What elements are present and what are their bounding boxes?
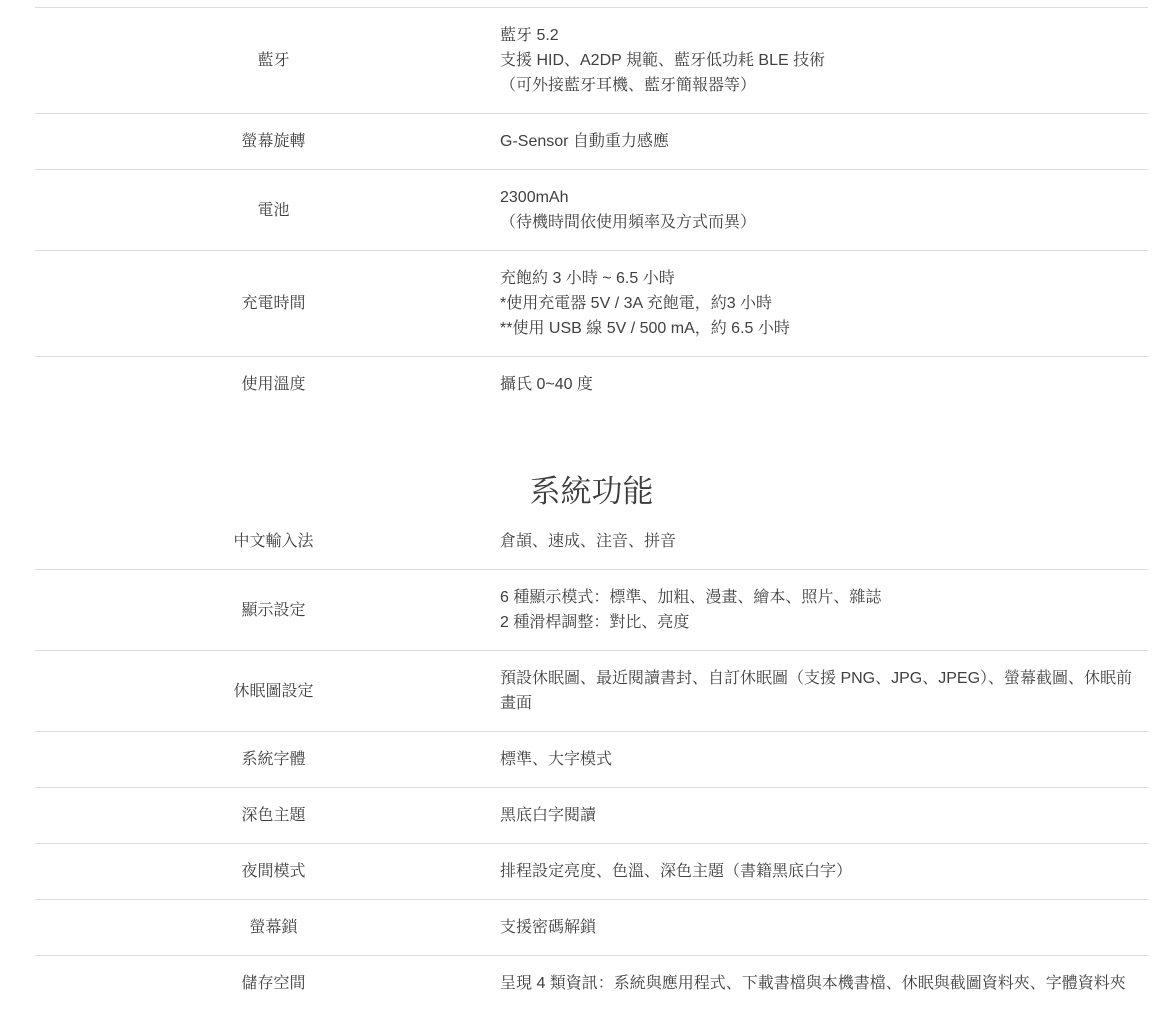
row-label: 電池 bbox=[257, 201, 290, 219]
row-value-line: 充飽約 3 小時 ~ 6.5 小時 bbox=[500, 270, 675, 287]
row-value-line: 標準、大字模式 bbox=[500, 751, 613, 768]
row-value-line: G-Sensor 自動重力感應 bbox=[500, 133, 669, 150]
row-value-line: 藍牙 5.2 bbox=[500, 27, 559, 44]
row-value-line: 預設休眠圖、最近閱讀書封、自訂休眠圖（支援 PNG、JPG、JPEG）、螢幕截圖、休眠前畫面 bbox=[500, 670, 1133, 712]
row-label: 充電時間 bbox=[241, 295, 306, 312]
row-value bbox=[500, 185, 1148, 235]
row-value-line: 呈現 4 類資訊：系統與應用程式、下載書檔與本機書檔、休眠與截圖資料夾、字體資料夾 bbox=[500, 975, 1126, 992]
table-row bbox=[35, 956, 1148, 1011]
spec-content bbox=[35, 0, 1148, 1011]
row-label: 休眠圖設定 bbox=[233, 682, 314, 700]
row-value bbox=[500, 971, 1148, 996]
system-functions-table bbox=[35, 514, 1148, 1011]
table-row bbox=[35, 732, 1148, 788]
row-value bbox=[500, 129, 1148, 154]
row-value bbox=[500, 803, 1148, 828]
row-value bbox=[500, 585, 1148, 635]
table-row bbox=[35, 514, 1148, 570]
row-value bbox=[500, 529, 1148, 554]
row-value-line: （可外接藍牙耳機、藍牙簡報器等） bbox=[500, 77, 757, 94]
table-row bbox=[35, 651, 1148, 732]
section-title-system-functions: 系統功能 bbox=[529, 474, 654, 509]
row-value-line: *使用充電器 5V / 3A 充飽電，約3 小時 bbox=[500, 295, 773, 312]
table-row bbox=[35, 570, 1148, 651]
table-row bbox=[35, 788, 1148, 844]
table-row bbox=[35, 900, 1148, 956]
row-value bbox=[500, 266, 1148, 341]
row-label: 螢幕旋轉 bbox=[241, 133, 306, 150]
row-label: 儲存空間 bbox=[241, 975, 306, 992]
row-value-line: 攝氏 0~40 度 bbox=[500, 376, 593, 393]
row-value-line: （待機時間依使用頻率及方式而異） bbox=[500, 214, 757, 231]
row-label: 螢幕鎖 bbox=[249, 919, 298, 936]
row-label: 深色主題 bbox=[241, 807, 306, 824]
row-value-line: 倉頡、速成、注音、拼音 bbox=[500, 533, 677, 550]
row-value-line: 2 種滑桿調整：對比、亮度 bbox=[500, 614, 690, 631]
row-value-line: 支援 HID、A2DP 規範、藍牙低功耗 BLE 技術 bbox=[500, 52, 826, 69]
hardware-spec-table bbox=[35, 7, 1148, 412]
row-value bbox=[500, 372, 1148, 397]
row-label: 藍牙 bbox=[257, 52, 290, 69]
row-label: 使用溫度 bbox=[241, 376, 306, 393]
row-value-line: **使用 USB 線 5V / 500 mA，約 6.5 小時 bbox=[500, 320, 790, 337]
table-row bbox=[35, 170, 1148, 251]
row-value-line: 6 種顯示模式：標準、加粗、漫畫、繪本、照片、雜誌 bbox=[500, 589, 882, 606]
table-row bbox=[35, 357, 1148, 412]
row-value bbox=[500, 666, 1148, 716]
row-value-line: 黑底白字閱讀 bbox=[500, 807, 597, 824]
row-value bbox=[500, 747, 1148, 772]
row-value bbox=[500, 915, 1148, 940]
table-row bbox=[35, 844, 1148, 900]
row-value-line: 排程設定亮度、色溫、深色主題（書籍黑底白字） bbox=[500, 863, 853, 880]
row-label: 系統字體 bbox=[241, 751, 306, 768]
row-label: 中文輸入法 bbox=[233, 533, 314, 550]
row-value-line: 2300mAh bbox=[500, 189, 569, 206]
row-value bbox=[500, 23, 1148, 98]
table-row bbox=[35, 8, 1148, 114]
row-value bbox=[500, 859, 1148, 884]
row-label: 夜間模式 bbox=[241, 863, 306, 880]
table-row bbox=[35, 251, 1148, 357]
row-value-line: 支援密碼解鎖 bbox=[500, 919, 597, 936]
table-row bbox=[35, 114, 1148, 170]
row-label: 顯示設定 bbox=[241, 601, 306, 619]
